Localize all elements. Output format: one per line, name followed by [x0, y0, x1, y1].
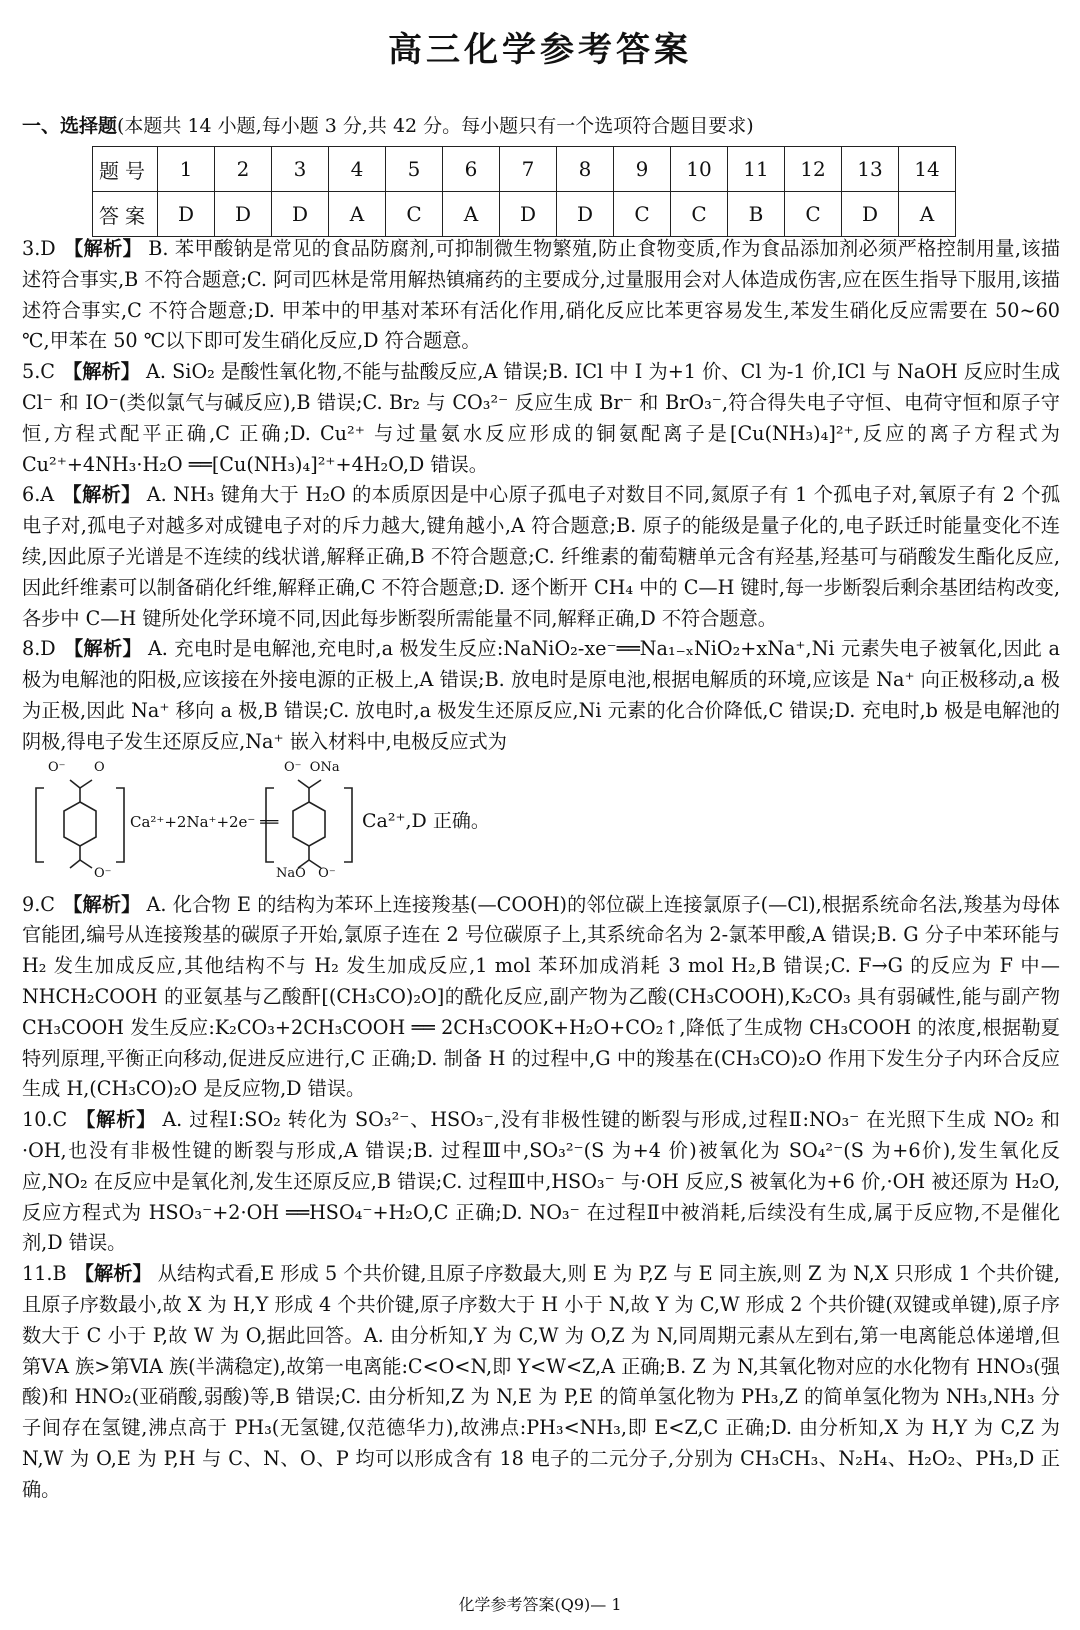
answer-cell: D — [158, 192, 215, 237]
analysis-tag: 【解析】 — [74, 1262, 152, 1286]
analysis-tag: 【解析】 — [75, 1108, 157, 1132]
analysis-tag: 【解析】 — [63, 360, 141, 384]
structure-label-o-minus-bottom: O⁻ — [94, 865, 112, 881]
explanation-text: A. 充电时是电解池,充电时,a 极发生反应:NaNiO₂-xe⁻══Na₁₋ₓNiO₂+xNa⁺,Ni 元素失电子被氧化,因此 a 极为电解池的阳极,应该接在外接电源的正极上,A 错误;B. 放电时是原电池,根据电解质的环境,应该是 Na⁺ 向正极移动,a 极为正极,因此 Na⁺ 移向 a 极,B 错误;C. 放电时,a 极发生还原反应,Ni 元素的化合价降低,C 错误;D. 充电时,b 极是电解池的阴极,得电子发生还原反应,Na⁺ 嵌入材料中,电极反应式为 — [22, 637, 1061, 753]
answer-table — [92, 146, 956, 237]
explanation-text: 从结构式看,E 形成 5 个共价键,且原子序数最大,则 E 为 P,Z 与 E 同主族,则 Z 为 N,X 只形成 1 个共价键,且原子序数最小,故 X 为 H,Y 形成 4 个共价键,原子序数大于 H 小于 N,故 Y 为 C,W 形成 2 个共价键(双键或单键),原子序数大于 C 小于 P,故 W 为 O,据此回答。A. 由分析知,Y 为 C,W 为 O,Z 为 N,同周期元素从左到右,第一电离能总体递增,但第ⅤA 族>第ⅥA 族(半满稳定),故第一电离能:C<O<N,即 Y<W<Z,A 正确;B. Z 为 N,其氧化物对应的水化物有 HNO₃(强酸)和 HNO₂(亚硝酸,弱酸)等,B 错误;C. 由分析知,Z 为 N,E 为 P,E 的简单氢化物为 PH₃,Z 的简单氢化物为 NH₃,NH₃ 分子间存在氢键,沸点高于 PH₃(无氢键,仅范德华力),故沸点:PH₃<NH₃,即 E<Z,C 正确;D. 由分析知,X 为 H,Y 为 C,Z 为 N,W 为 O,E 为 P,H 与 C、N、O、P 均可以形成含有 18 电子的二元分子,分别为 CH₃CH₃、N₂H₄、H₂O₂、PH₃,D 正确。 — [22, 1262, 1060, 1501]
explanation-q9 — [22, 890, 1060, 1106]
question-number: 2 — [215, 147, 272, 192]
answer-cell: C — [671, 192, 728, 237]
structure-label-nao: NaO O⁻ — [276, 865, 336, 881]
structure-label-ona: O⁻ ONa — [284, 759, 340, 775]
question-number: 3 — [272, 147, 329, 192]
explanation-text: A. 化合物 E 的结构为苯环上连接羧基(—COOH)的邻位碳上连接氯原子(—Cl),根据系统命名法,羧基为母体官能团,编号从连接羧基的碳原子开始,氯原子连在 2 号位碳原子上,其系统命名为 2-氯苯甲酸,A 错误;B. G 分子中苯环能与 H₂ 发生加成反应,其他结构不与 H₂ 发生加成反应,1 mol 苯环加成消耗 3 mol H₂,B 错误;C. F→G 的反应为 F 中—NHCH₂COOH 的亚氨基与乙酸酐[(CH₃CO)₂O]的酰化反应,副产物为乙酸(CH₃COOH),K₂CO₃ 具有弱碱性,能与副产物 CH₃COOH 发生反应:K₂CO₃+2CH₃COOH ══ 2CH₃COOK+H₂O+CO₂↑,降低了生成物 CH₃COOH 的浓度,根据勒夏特列原理,平衡正向移动,促进反应进行,C 正确;D. 制备 H 的过程中,G 中的羧基在(CH₃CO)₂O 作用下发生分子内环合反应生成 H,(CH₃CO)₂O 是反应物,D 错误。 — [22, 892, 1060, 1101]
question-number: 6.A — [22, 483, 55, 507]
answer-cell: D — [557, 192, 614, 237]
section-heading — [22, 112, 1062, 140]
explanations — [22, 234, 1060, 1505]
explanation-text: A. NH₃ 键角大于 H₂O 的本质原因是中心原子孤电子对数目不同,氮原子有 1 个孤电子对,氧原子有 2 个孤电子对,孤电子对越多对成键电子对的斥力越大,键角越小,A 符合题意;B. 原子的能级是量子化的,电子跃迁时能量变化不连续,因此原子光谱是不连续的线状谱,解释正确,B 不符合题意;C. 纤维素的葡萄糖单元含有羟基,羟基可与硝酸发生酯化反应,因此纤维素可以制备硝化纤维,解释正确,C 不符合题意;D. 逐个断开 CH₄ 中的 C—H 键时,每一步断裂后剩余基团结构改变,各步中 C—H 键所处化学环境不同,因此每步断裂所需能量不同,解释正确,D 不符合题意。 — [22, 483, 1061, 630]
equation-end: Ca²⁺,D 正确。 — [362, 809, 490, 832]
question-number: 12 — [785, 147, 842, 192]
answer-cell: C — [386, 192, 443, 237]
benzene-ring-1 — [64, 802, 96, 846]
question-number: 7 — [500, 147, 557, 192]
analysis-tag: 【解析】 — [63, 237, 143, 260]
benzene-ring-2 — [293, 802, 325, 846]
question-number: 3.D — [22, 237, 56, 260]
answer-cell: B — [728, 192, 785, 237]
question-number: 11.B — [22, 1262, 67, 1286]
row-label-answer: 答案 — [93, 192, 158, 237]
page-footer: 化学参考答案(Q9)— 1 — [458, 1595, 622, 1614]
question-number: 11 — [728, 147, 785, 192]
explanation-q3 — [22, 234, 1060, 357]
analysis-tag: 【解析】 — [63, 892, 141, 916]
answer-table-answer-row — [93, 192, 956, 237]
structure-label-o-minus-top: O⁻ — [48, 759, 66, 775]
analysis-tag: 【解析】 — [62, 483, 141, 507]
question-number: 8 — [557, 147, 614, 192]
page-title: 高三化学参考答案 — [388, 30, 692, 70]
question-number: 13 — [842, 147, 899, 192]
section-description: (本题共 14 小题,每小题 3 分,共 42 分。每小题只有一个选项符合题目要求) — [117, 115, 754, 137]
question-number: 1 — [158, 147, 215, 192]
right-bracket-close — [344, 788, 352, 862]
answer-table-number-row — [93, 147, 956, 192]
answer-cell: A — [899, 192, 956, 237]
question-number: 10 — [671, 147, 728, 192]
explanation-q6 — [22, 480, 1060, 634]
electrode-equation — [22, 758, 1060, 890]
question-number: 10.C — [22, 1108, 68, 1132]
explanation-text: A. SiO₂ 是酸性氧化物,不能与盐酸反应,A 错误;B. ICl 中 I 为+1 价、Cl 为-1 价,ICl 与 NaOH 反应时生成 Cl⁻ 和 IO⁻(类似氯气与碱反应),B 错误;C. Br₂ 与 CO₃²⁻ 反应生成 Br⁻ 和 BrO₃⁻,符合得失电子守恒、电荷守恒和原子守恒,方程式配平正确,C 正确;D. Cu²⁺ 与过量氨水反应形成的铜氨配离子是[Cu(NH₃)₄]²⁺,反应的离子方程式为 Cu²⁺+4NH₃·H₂O ══[Cu(NH₃)₄]²⁺+4H₂O,D 错误。 — [22, 360, 1061, 476]
left-bracket-open — [36, 788, 44, 862]
question-number: 8.D — [22, 637, 56, 661]
question-number: 14 — [899, 147, 956, 192]
question-number: 5 — [386, 147, 443, 192]
explanation-text: A. 过程Ⅰ:SO₂ 转化为 SO₃²⁻、HSO₃⁻,没有非极性键的断裂与形成,过程Ⅱ:NO₃⁻ 在光照下生成 NO₂ 和·OH,也没有非极性键的断裂与形成,A 错误;B. 过程Ⅲ中,SO₃²⁻(S 为+4 价)被氧化为 SO₄²⁻(S 为+6价),发生氧化反应,NO₂ 在反应中是氧化剂,发生还原反应,B 错误;C. 过程Ⅲ中,HSO₃⁻ 与·OH 反应,S 被氧化为+6 价,·OH 被还原为 H₂O,反应方程式为 HSO₃⁻+2·OH ══HSO₄⁻+H₂O,C 正确;D. NO₃⁻ 在过程Ⅱ中被消耗,后续没有生成,属于反应物,不是催化剂,D 错误。 — [22, 1108, 1060, 1255]
answer-cell: D — [842, 192, 899, 237]
explanation-q8 — [22, 634, 1060, 757]
explanation-q5 — [22, 357, 1060, 480]
row-label-question: 题号 — [93, 147, 158, 192]
answer-cell: D — [215, 192, 272, 237]
explanation-text: B. 苯甲酸钠是常见的食品防腐剂,可抑制微生物繁殖,防止食物变质,作为食品添加剂必须严格控制用量,该描述符合事实,B 不符合题意;C. 阿司匹林是常用解热镇痛药的主要成分,过量服用会对人体造成伤害,应在医生指导下服用,该描述符合事实,C 不符合题意;D. 甲苯中的甲基对苯环有活化作用,硝化反应比苯更容易发生,苯发生硝化反应需要在 50~60 ℃,甲苯在 50 ℃以下即可发生硝化反应,D 符合题意。 — [22, 237, 1061, 353]
answer-cell: C — [614, 192, 671, 237]
question-number: 9.C — [22, 892, 55, 916]
answer-cell: D — [500, 192, 557, 237]
equation-middle: Ca²⁺+2Na⁺+2e⁻ ══ — [130, 812, 279, 831]
answer-cell: A — [443, 192, 500, 237]
answer-cell: A — [329, 192, 386, 237]
question-number: 5.C — [22, 360, 55, 384]
section-label: 一、选择题 — [22, 115, 118, 137]
structure-label-o-top: O — [94, 759, 105, 775]
question-number: 9 — [614, 147, 671, 192]
answer-cell: D — [272, 192, 329, 237]
left-bracket-close — [116, 788, 124, 862]
question-number: 4 — [329, 147, 386, 192]
answer-cell: C — [785, 192, 842, 237]
explanation-q10 — [22, 1105, 1060, 1259]
analysis-tag: 【解析】 — [63, 637, 142, 661]
explanation-q11 — [22, 1259, 1060, 1505]
question-number: 6 — [443, 147, 500, 192]
